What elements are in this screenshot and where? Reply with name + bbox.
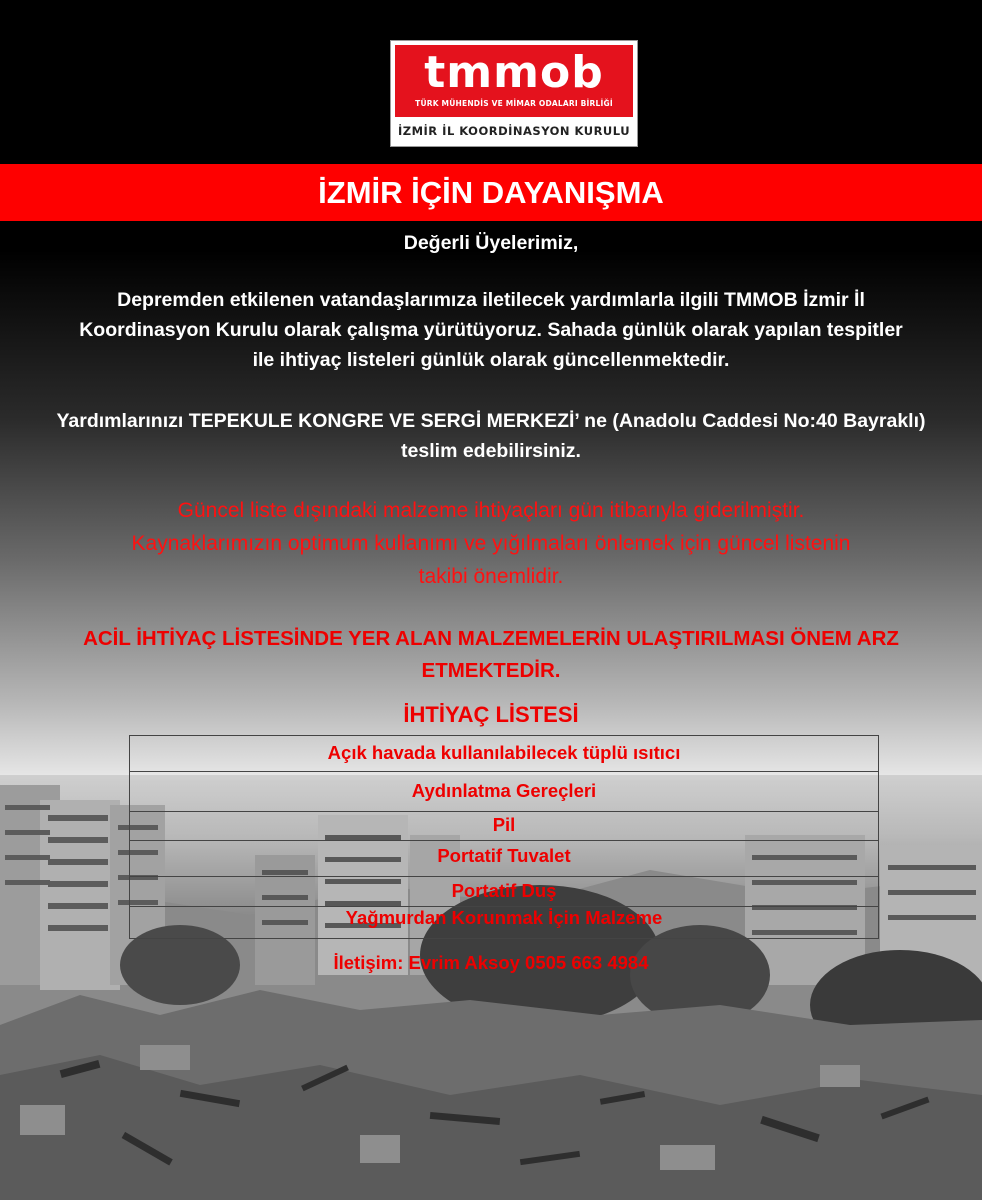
- info-line-2: Koordinasyon Kurulu olarak çalışma yürütüyoruz. Sahada günlük olarak yapılan tespitler: [79, 319, 903, 341]
- notice-line-1: Güncel liste dışındaki malzeme ihtiyaçları gün itibarıyla giderilmiştir.: [177, 499, 805, 522]
- needs-list-title: İHTİYAÇ LİSTESİ: [403, 702, 579, 727]
- info-line-1: Depremden etkilenen vatandaşlarımıza iletilecek yardımlarla ilgili TMMOB İzmir İl: [117, 289, 865, 311]
- contact-info: İletişim: Evrim Aksoy 0505 663 4984: [333, 952, 649, 973]
- page-title-banner: İZMİR İÇİN DAYANIŞMA: [0, 164, 982, 221]
- delivery-line-1: Yardımlarınızı TEPEKULE KONGRE VE SERGİ MERKEZİ’ ne (Anadolu Caddesi No:40 Bayraklı): [56, 410, 926, 432]
- list-item: Portatif Duş: [130, 877, 878, 907]
- logo-branch: İZMİR İL KOORDİNASYON KURULU: [397, 124, 631, 138]
- notice-line-2: Kaynaklarımızın optimum kullanımı ve yığılmaları önlemek için güncel listenin: [131, 532, 851, 555]
- list-item: Yağmurdan Korunmak İçin Malzeme: [345, 907, 663, 928]
- urgent-line-2: ETMEKTEDİR.: [421, 659, 561, 682]
- list-item: Aydınlatma Gereçleri: [130, 772, 878, 812]
- delivery-line-2: teslim edebilirsiniz.: [401, 440, 581, 462]
- tmmob-logo: [390, 40, 638, 147]
- logo-subtitle: TÜRK MÜHENDİS VE MİMAR ODALARI BİRLİĞİ: [415, 99, 613, 108]
- info-line-3: ile ihtiyaç listeleri günlük olarak güncellenmektedir.: [252, 349, 730, 371]
- urgent-line-1: ACİL İHTİYAÇ LİSTESİNDE YER ALAN MALZEMELERİN ULAŞTIRILMASI ÖNEM ARZ: [83, 627, 899, 650]
- needs-list-table: [129, 735, 879, 939]
- greeting: Değerli Üyelerimiz,: [403, 232, 579, 254]
- logo-wordmark: tmmob: [424, 47, 604, 98]
- list-item: Açık havada kullanılabilecek tüplü ısıtıcı: [130, 736, 878, 772]
- logo-red-panel: [395, 45, 633, 117]
- list-item: Portatif Tuvalet: [130, 841, 878, 877]
- list-item: Pil: [130, 812, 878, 841]
- notice-line-3: takibi önemlidir.: [418, 565, 564, 588]
